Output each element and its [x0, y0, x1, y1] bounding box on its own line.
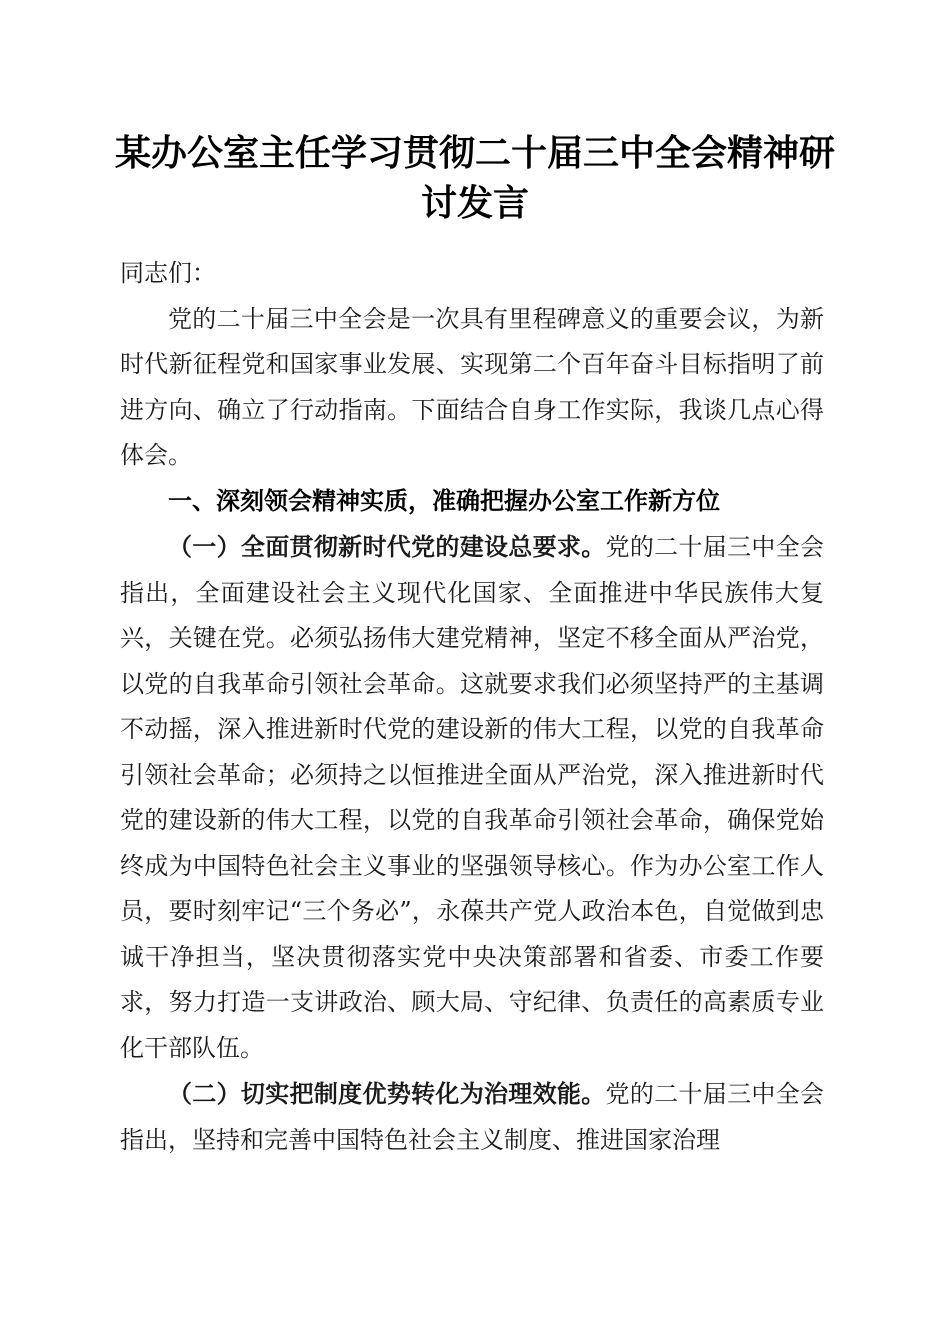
- item-1-lead: （一）全面贯彻新时代党的建设总要求。: [168, 532, 606, 561]
- document-body: [120, 251, 824, 1163]
- item-2-body: 党的二十届三中全会指出，坚持和完善中国特色社会主义制度、推进国家治理: [120, 1080, 825, 1154]
- paragraph-item-1: [120, 524, 824, 1071]
- item-1-body: 党的二十届三中全会指出，全面建设社会主义现代化国家、全面推进中华民族伟大复兴，关键在党。必须弘扬伟大建党精神，坚定不移全面从严治党，以党的自我革命引领社会革命。这就要求我们必须坚持严的主基调不动摇，深入推进新时代党的建设新的伟大工程，以党的自我革命引领社会革命；必须持之以恒推进全面从严治党，深入推进新时代党的建设新的伟大工程，以党的自我革命引领社会革命，确保党始终成为中国特色社会主义事业的坚强领导核心。作为办公室工作人员，要时刻牢记“三个务必”，永葆共产党人政治本色，自觉做到忠诚干净担当，坚决贯彻落实党中央决策部署和省委、市委工作要求，努力打造一支讲政治、顾大局、守纪律、负责任的高素质专业化干部队伍。: [120, 533, 825, 1062]
- document-title: 某办公室主任学习贯彻二十届三中全会精神研讨发言: [114, 132, 835, 224]
- paragraph-item-2: [120, 1071, 824, 1163]
- item-2-lead: （二）切实把制度优势转化为治理效能。: [168, 1079, 606, 1108]
- salutation: 同志们：: [120, 259, 216, 287]
- intro-paragraph: 党的二十届三中全会是一次具有里程碑意义的重要会议，为新时代新征程党和国家事业发展、实现第二个百年奋斗目标指明了前进方向、确立了行动指南。下面结合自身工作实际，我谈几点心得体会。: [120, 304, 824, 469]
- section-heading-1: 一、深刻领会精神实质，准确把握办公室工作新方位: [168, 486, 720, 515]
